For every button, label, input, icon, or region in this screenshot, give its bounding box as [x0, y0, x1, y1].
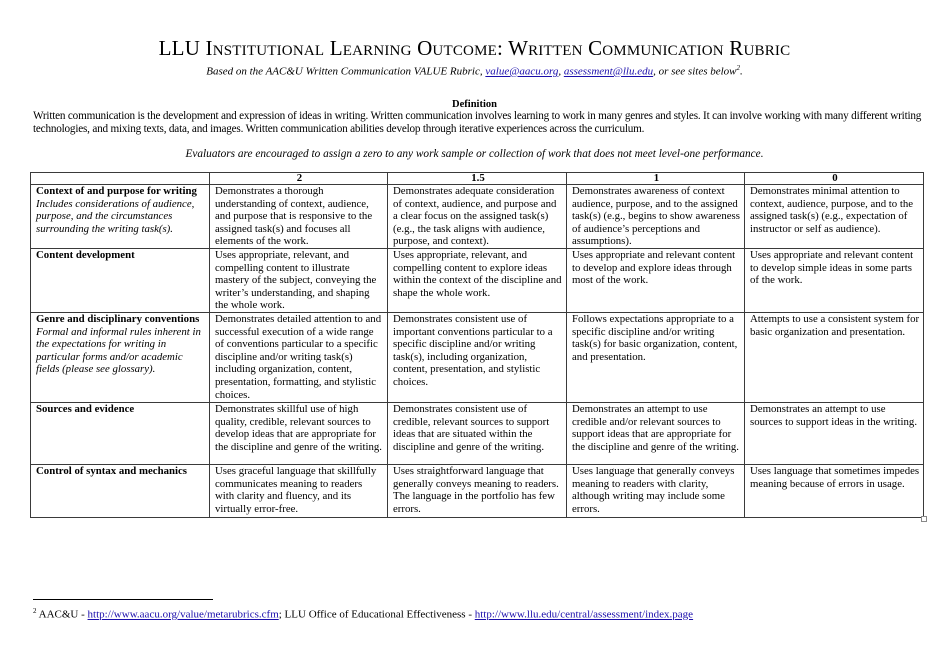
level-cell-1: Demonstrates awareness of context audience, purpose, and to the assigned task(s) (e.g., begins to show awareness of audience’s perceptions and assumptions). — [567, 185, 745, 249]
header-level-2: 2 — [210, 173, 388, 185]
criterion-cell — [31, 402, 210, 464]
level-cell-2: Demonstrates skillful use of high quality, credible, relevant sources to develop ideas that are appropriate for the discipline and genre of the writing. — [210, 402, 388, 464]
level-cell-1-5: Uses straightforward language that generally conveys meaning to readers. The language in the portfolio has few errors. — [388, 464, 567, 517]
table-row — [31, 402, 924, 464]
footnote-prefix: AAC&U - — [36, 608, 88, 621]
evaluator-note: Evaluators are encouraged to assign a zero to any work sample or collection of work that does not meet level-one performance. — [185, 148, 764, 160]
level-cell-2: Demonstrates a thorough understanding of context, audience, and purpose that is responsive to the assigned task(s) and focuses all elements of the work. — [210, 185, 388, 249]
level-cell-1: Uses appropriate and relevant content to develop and explore ideas through most of the work. — [567, 248, 745, 312]
criterion-cell — [31, 248, 210, 312]
criterion-name: Genre and disciplinary conventions — [36, 312, 200, 325]
header-level-1-5: 1.5 — [388, 173, 567, 185]
level-cell-0: Uses appropriate and relevant content to develop simple ideas in some parts of the work. — [745, 248, 924, 312]
header-level-0: 0 — [745, 173, 924, 185]
level-cell-2: Uses appropriate, relevant, and compelling content to illustrate mastery of the subject, conveying the writer’s understanding, and shaping the whole work. — [210, 248, 388, 312]
criterion-description: Includes considerations of audience, purpose, and the circumstances surrounding the writing task(s). — [36, 197, 195, 235]
link-aacu-metarubrics[interactable]: http://www.aacu.org/value/metarubrics.cfm — [87, 608, 279, 621]
level-cell-2: Uses graceful language that skillfully communicates meaning to readers with clarity and fluency, and its virtually error-free. — [210, 464, 388, 517]
criterion-name: Content development — [36, 248, 135, 261]
link-llu-assessment[interactable]: http://www.llu.edu/central/assessment/index.page — [474, 608, 694, 621]
header-level-1: 1 — [567, 173, 745, 185]
footnote-separator — [33, 599, 213, 600]
definition-text: Written communication is the development and expression of ideas in writing. Written communication involves learning to work in many genres and styles. It can involve working with many different writing technologies, and mixing texts, data, and images. Written communication abilities develop through iterative experiences across the curriculum. — [33, 110, 922, 135]
table-row — [31, 185, 924, 249]
level-cell-2: Demonstrates detailed attention to and successful execution of a wide range of conventions particular to a specific discipline and/or writing task(s) including organization, content, presentation, formatting, and stylistic choices. — [210, 312, 388, 402]
criterion-name: Control of syntax and mechanics — [36, 464, 187, 477]
header-criterion — [31, 173, 210, 185]
table-row — [31, 312, 924, 402]
definition-heading: Definition — [452, 99, 497, 110]
table-resize-handle[interactable] — [921, 516, 927, 522]
footnote-middle: ; LLU Office of Educational Effectiveness - — [278, 608, 475, 621]
criterion-cell — [31, 185, 210, 249]
level-cell-1-5: Demonstrates consistent use of important conventions particular to a specific discipline and/or writing task(s), including organization, content, presentation, and stylistic choices. — [388, 312, 567, 402]
rubric-header-row — [31, 173, 924, 185]
footnote-mark: 2 — [33, 607, 37, 615]
level-cell-0: Attempts to use a consistent system for basic organization and presentation. — [745, 312, 924, 402]
email-link-aacu[interactable]: value@aacu.org — [485, 65, 559, 78]
table-row — [31, 248, 924, 312]
criterion-name: Context of and purpose for writing — [36, 185, 197, 197]
level-cell-1: Demonstrates an attempt to use credible and/or relevant sources to support ideas that are appropriate for the discipline and genre of the writing. — [567, 402, 745, 464]
subtitle-end: . — [740, 65, 743, 78]
criterion-cell — [31, 464, 210, 517]
criterion-cell — [31, 312, 210, 402]
criterion-description: Formal and informal rules inherent in the expectations for writing in particular forms and/or academic fields (please see glossary). — [36, 325, 201, 376]
document-subtitle — [0, 62, 949, 79]
document-title: LLU Institutional Learning Outcome: Written Communication Rubric — [158, 36, 791, 60]
email-link-llu-assessment[interactable]: assessment@llu.edu — [563, 65, 654, 78]
subtitle-prefix: Based on the AAC&U Written Communication VALUE Rubric, — [206, 65, 486, 78]
level-cell-1-5: Demonstrates consistent use of credible, relevant sources to support ideas that are situated within the discipline and genre of the writing. — [388, 402, 567, 464]
level-cell-1: Uses language that generally conveys meaning to readers with clarity, although writing may include some errors. — [567, 464, 745, 517]
rubric-table — [30, 172, 924, 518]
level-cell-0: Demonstrates an attempt to use sources to support ideas in the writing. — [745, 402, 924, 464]
criterion-name: Sources and evidence — [36, 402, 135, 415]
level-cell-0: Demonstrates minimal attention to context, audience, purpose, and to the assigned task(s) (e.g., expectation of instructor or self as audience). — [745, 185, 924, 249]
footnote — [33, 605, 933, 622]
subtitle-suffix: , or see sites below — [653, 65, 737, 78]
subtitle-separator: , — [558, 65, 564, 78]
level-cell-1-5: Demonstrates adequate consideration of context, audience, and purpose and a clear focus on the assigned task(s) (e.g., the task aligns with audience, purpose, and context). — [388, 185, 567, 249]
level-cell-0: Uses language that sometimes impedes meaning because of errors in usage. — [745, 464, 924, 517]
level-cell-1: Follows expectations appropriate to a specific discipline and/or writing task(s) for basic organization, content, and presentation. — [567, 312, 745, 402]
footnote-reference: 2 — [736, 64, 741, 72]
level-cell-1-5: Uses appropriate, relevant, and compelling content to explore ideas within the context of the discipline and shape the whole work. — [388, 248, 567, 312]
table-row — [31, 464, 924, 517]
